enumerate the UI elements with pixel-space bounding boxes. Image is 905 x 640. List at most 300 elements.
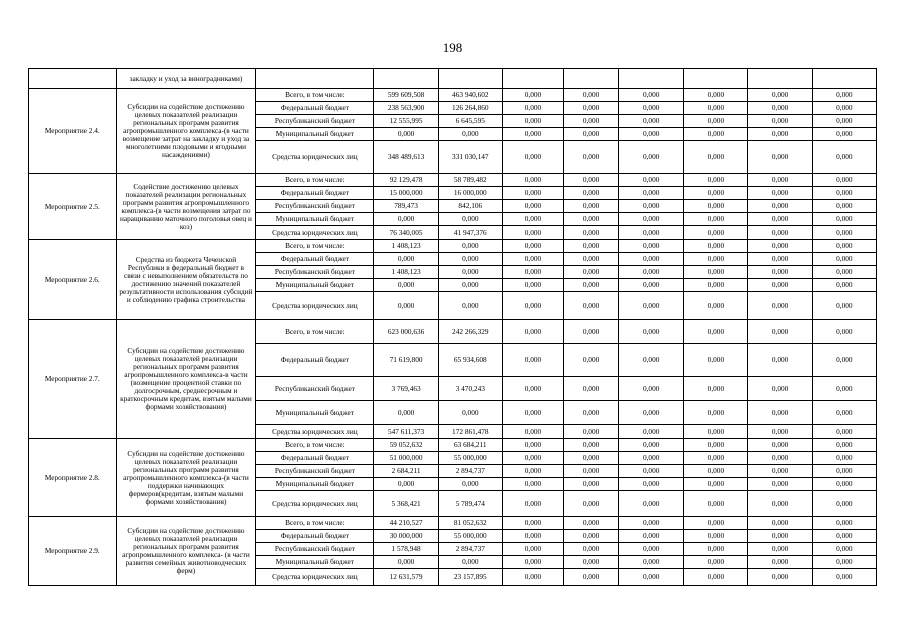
amount-cell: 0,000 <box>374 478 438 491</box>
amount-cell: 0,000 <box>502 478 563 491</box>
amount-cell: 0,000 <box>502 465 563 478</box>
amount-cell: 55 000,000 <box>438 530 502 543</box>
funding-source-cell: Всего, в том числе: <box>256 174 374 187</box>
amount-cell: 0,000 <box>619 517 684 530</box>
amount-cell: 0,000 <box>748 452 812 465</box>
amount-cell: 0,000 <box>812 344 876 377</box>
amount-cell: 65 934,608 <box>438 344 502 377</box>
amount-cell: 0,000 <box>812 200 876 213</box>
amount-cell: 0,000 <box>564 465 619 478</box>
amount-cell: 0,000 <box>502 569 563 586</box>
amount-cell: 0,000 <box>684 128 748 141</box>
funding-source-cell: Федеральный бюджет <box>256 452 374 465</box>
amount-cell: 0,000 <box>502 89 563 102</box>
amount-cell: 0,000 <box>684 425 748 439</box>
amount-cell: 0,000 <box>748 279 812 292</box>
amount-cell: 0,000 <box>619 543 684 556</box>
amount-cell: 0,000 <box>502 174 563 187</box>
amount-cell: 0,000 <box>684 465 748 478</box>
amount-cell: 0,000 <box>812 128 876 141</box>
amount-cell: 0,000 <box>684 320 748 344</box>
funding-source-cell: Всего, в том числе: <box>256 439 374 452</box>
amount-cell: 0,000 <box>564 266 619 279</box>
amount-cell: 0,000 <box>502 452 563 465</box>
amount-cell: 0,000 <box>502 320 563 344</box>
table-row <box>29 320 877 344</box>
amount-cell: 0,000 <box>748 200 812 213</box>
amount-cell: 0,000 <box>619 115 684 128</box>
amount-cell: 1 578,948 <box>374 543 438 556</box>
amount-cell: 0,000 <box>564 543 619 556</box>
amount-cell: 0,000 <box>619 292 684 320</box>
funding-source-cell: Всего, в том числе: <box>256 240 374 253</box>
funding-source-cell: Всего, в том числе: <box>256 320 374 344</box>
amount-cell: 1 408,123 <box>374 266 438 279</box>
empty-cell <box>619 69 684 89</box>
funding-source-cell: Средства юридических лиц <box>256 491 374 517</box>
amount-cell: 0,000 <box>748 439 812 452</box>
amount-cell: 0,000 <box>374 292 438 320</box>
amount-cell: 0,000 <box>619 556 684 569</box>
amount-cell: 0,000 <box>564 240 619 253</box>
amount-cell: 0,000 <box>619 344 684 377</box>
amount-cell: 0,000 <box>438 213 502 226</box>
amount-cell: 0,000 <box>812 292 876 320</box>
amount-cell: 0,000 <box>564 401 619 425</box>
amount-cell: 3 769,463 <box>374 377 438 401</box>
amount-cell: 81 052,632 <box>438 517 502 530</box>
amount-cell: 0,000 <box>812 174 876 187</box>
table-row <box>29 439 877 452</box>
amount-cell: 0,000 <box>502 253 563 266</box>
amount-cell: 0,000 <box>502 491 563 517</box>
amount-cell: 0,000 <box>564 452 619 465</box>
amount-cell: 0,000 <box>619 266 684 279</box>
amount-cell: 0,000 <box>564 102 619 115</box>
amount-cell: 0,000 <box>502 292 563 320</box>
amount-cell: 0,000 <box>619 530 684 543</box>
amount-cell: 0,000 <box>812 491 876 517</box>
amount-cell: 0,000 <box>684 401 748 425</box>
amount-cell: 92 129,478 <box>374 174 438 187</box>
table-row <box>29 174 877 187</box>
amount-cell: 0,000 <box>374 279 438 292</box>
amount-cell: 0,000 <box>564 517 619 530</box>
amount-cell: 0,000 <box>502 344 563 377</box>
funding-source-cell: Средства юридических лиц <box>256 292 374 320</box>
amount-cell: 0,000 <box>812 401 876 425</box>
amount-cell: 3 470,243 <box>438 377 502 401</box>
description-cell: Субсидии на содействие достижению целевых показателей реализации региональных программ развития агропромышленного комплекса-(в части возмещение затрат на закладку и уход за многолетними плодовыми и ягодными насаждениями) <box>116 89 256 174</box>
amount-cell: 0,000 <box>502 266 563 279</box>
amount-cell: 0,000 <box>812 213 876 226</box>
amount-cell: 0,000 <box>374 401 438 425</box>
funding-source-cell: Средства юридических лиц <box>256 425 374 439</box>
funding-source-cell: Всего, в том числе: <box>256 89 374 102</box>
amount-cell: 0,000 <box>684 452 748 465</box>
amount-cell: 238 563,900 <box>374 102 438 115</box>
measure-cell: Мероприятие 2.4. <box>29 89 117 174</box>
amount-cell: 0,000 <box>812 266 876 279</box>
amount-cell: 0,000 <box>684 517 748 530</box>
amount-cell: 0,000 <box>564 425 619 439</box>
amount-cell: 0,000 <box>619 89 684 102</box>
amount-cell: 0,000 <box>564 279 619 292</box>
amount-cell: 0,000 <box>374 556 438 569</box>
amount-cell: 0,000 <box>812 253 876 266</box>
amount-cell: 0,000 <box>748 213 812 226</box>
amount-cell: 0,000 <box>619 401 684 425</box>
funding-source-cell: Федеральный бюджет <box>256 102 374 115</box>
amount-cell: 0,000 <box>748 478 812 491</box>
amount-cell: 0,000 <box>748 344 812 377</box>
funding-source-cell: Республиканский бюджет <box>256 465 374 478</box>
amount-cell: 0,000 <box>812 425 876 439</box>
amount-cell: 0,000 <box>619 425 684 439</box>
amount-cell: 30 000,000 <box>374 530 438 543</box>
amount-cell: 0,000 <box>502 517 563 530</box>
amount-cell: 0,000 <box>619 102 684 115</box>
funding-source-cell: Республиканский бюджет <box>256 266 374 279</box>
amount-cell: 0,000 <box>684 213 748 226</box>
amount-cell: 0,000 <box>812 240 876 253</box>
amount-cell: 0,000 <box>748 377 812 401</box>
amount-cell: 6 645,595 <box>438 115 502 128</box>
amount-cell: 0,000 <box>684 344 748 377</box>
funding-source-cell: Федеральный бюджет <box>256 187 374 200</box>
amount-cell: 0,000 <box>684 556 748 569</box>
amount-cell: 0,000 <box>619 569 684 586</box>
amount-cell: 0,000 <box>564 226 619 240</box>
amount-cell: 1 408,123 <box>374 240 438 253</box>
amount-cell: 0,000 <box>564 439 619 452</box>
amount-cell: 71 619,800 <box>374 344 438 377</box>
empty-cell <box>438 69 502 89</box>
amount-cell: 0,000 <box>564 89 619 102</box>
empty-cell <box>748 69 812 89</box>
funding-source-cell: Муниципальный бюджет <box>256 279 374 292</box>
funding-source-cell: Республиканский бюджет <box>256 115 374 128</box>
amount-cell: 2 894,737 <box>438 543 502 556</box>
amount-cell: 0,000 <box>748 253 812 266</box>
funding-source-cell: Федеральный бюджет <box>256 530 374 543</box>
amount-cell: 0,000 <box>619 491 684 517</box>
amount-cell: 0,000 <box>812 320 876 344</box>
amount-cell: 0,000 <box>619 213 684 226</box>
amount-cell: 0,000 <box>502 279 563 292</box>
amount-cell: 0,000 <box>812 543 876 556</box>
amount-cell: 0,000 <box>564 320 619 344</box>
amount-cell: 789,473 <box>374 200 438 213</box>
amount-cell: 51 000,000 <box>374 452 438 465</box>
amount-cell: 0,000 <box>684 266 748 279</box>
table-row <box>29 240 877 253</box>
empty-cell <box>502 69 563 89</box>
amount-cell: 0,000 <box>502 115 563 128</box>
amount-cell: 0,000 <box>748 556 812 569</box>
table-row <box>29 517 877 530</box>
amount-cell: 0,000 <box>748 115 812 128</box>
measure-cell <box>29 69 117 89</box>
amount-cell: 0,000 <box>564 115 619 128</box>
description-cell: Субсидии на содействие достижению целевых показателей реализации региональных программ развития агропромышленного комплекса-(в части поддержки начинающих фермеров(кредитам, взятым малыми формами хозяйствования) <box>116 439 256 517</box>
amount-cell: 0,000 <box>619 452 684 465</box>
amount-cell: 0,000 <box>684 543 748 556</box>
amount-cell: 0,000 <box>684 491 748 517</box>
budget-table-body <box>29 69 877 586</box>
amount-cell: 0,000 <box>619 377 684 401</box>
amount-cell: 0,000 <box>564 200 619 213</box>
amount-cell: 55 000,000 <box>438 452 502 465</box>
amount-cell: 0,000 <box>502 141 563 174</box>
amount-cell: 0,000 <box>619 279 684 292</box>
amount-cell: 0,000 <box>812 115 876 128</box>
amount-cell: 5 368,421 <box>374 491 438 517</box>
measure-cell: Мероприятие 2.6. <box>29 240 117 320</box>
amount-cell: 0,000 <box>684 292 748 320</box>
amount-cell: 0,000 <box>812 89 876 102</box>
amount-cell: 0,000 <box>812 377 876 401</box>
amount-cell: 0,000 <box>502 226 563 240</box>
budget-table <box>28 68 877 586</box>
amount-cell: 0,000 <box>564 478 619 491</box>
empty-cell <box>256 69 374 89</box>
funding-source-cell: Федеральный бюджет <box>256 253 374 266</box>
empty-cell <box>812 69 876 89</box>
amount-cell: 0,000 <box>619 226 684 240</box>
amount-cell: 0,000 <box>748 102 812 115</box>
amount-cell: 0,000 <box>374 253 438 266</box>
amount-cell: 331 030,147 <box>438 141 502 174</box>
amount-cell: 0,000 <box>502 102 563 115</box>
funding-source-cell: Республиканский бюджет <box>256 543 374 556</box>
amount-cell: 2 894,737 <box>438 465 502 478</box>
amount-cell: 0,000 <box>502 240 563 253</box>
funding-source-cell: Муниципальный бюджет <box>256 128 374 141</box>
amount-cell: 0,000 <box>502 187 563 200</box>
amount-cell: 0,000 <box>748 543 812 556</box>
amount-cell: 0,000 <box>812 452 876 465</box>
amount-cell: 0,000 <box>684 174 748 187</box>
amount-cell: 599 609,508 <box>374 89 438 102</box>
amount-cell: 0,000 <box>684 102 748 115</box>
description-cell: Субсидии на содействие достижению целевых показателей реализации региональных программ развития агропромышленного комплекса-в части (возмещение процентной ставки по долгосрочным, среднесрочным и краткосрочным кредитам, взятым малыми формами хозяйствования) <box>116 320 256 439</box>
amount-cell: 0,000 <box>374 213 438 226</box>
amount-cell: 16 000,000 <box>438 187 502 200</box>
amount-cell: 0,000 <box>502 377 563 401</box>
table-row <box>29 89 877 102</box>
amount-cell: 0,000 <box>564 569 619 586</box>
amount-cell: 0,000 <box>812 279 876 292</box>
amount-cell: 0,000 <box>564 530 619 543</box>
amount-cell: 0,000 <box>748 401 812 425</box>
amount-cell: 0,000 <box>748 174 812 187</box>
amount-cell: 0,000 <box>812 141 876 174</box>
amount-cell: 0,000 <box>684 569 748 586</box>
amount-cell: 0,000 <box>748 569 812 586</box>
amount-cell: 0,000 <box>438 253 502 266</box>
funding-source-cell: Муниципальный бюджет <box>256 478 374 491</box>
funding-source-cell: Муниципальный бюджет <box>256 401 374 425</box>
amount-cell: 0,000 <box>619 187 684 200</box>
funding-source-cell: Республиканский бюджет <box>256 377 374 401</box>
amount-cell: 0,000 <box>684 226 748 240</box>
amount-cell: 0,000 <box>619 141 684 174</box>
amount-cell: 0,000 <box>619 240 684 253</box>
measure-cell: Мероприятие 2.9. <box>29 517 117 586</box>
empty-cell <box>374 69 438 89</box>
amount-cell: 0,000 <box>619 320 684 344</box>
amount-cell: 0,000 <box>812 187 876 200</box>
amount-cell: 0,000 <box>684 439 748 452</box>
amount-cell: 0,000 <box>619 465 684 478</box>
amount-cell: 15 000,000 <box>374 187 438 200</box>
amount-cell: 0,000 <box>684 279 748 292</box>
amount-cell: 0,000 <box>684 240 748 253</box>
amount-cell: 547 611,373 <box>374 425 438 439</box>
amount-cell: 126 264,860 <box>438 102 502 115</box>
funding-source-cell: Муниципальный бюджет <box>256 556 374 569</box>
amount-cell: 348 489,613 <box>374 141 438 174</box>
funding-source-cell: Республиканский бюджет <box>256 200 374 213</box>
amount-cell: 0,000 <box>619 478 684 491</box>
amount-cell: 0,000 <box>812 226 876 240</box>
amount-cell: 0,000 <box>748 226 812 240</box>
amount-cell: 0,000 <box>619 439 684 452</box>
amount-cell: 0,000 <box>748 530 812 543</box>
amount-cell: 0,000 <box>684 377 748 401</box>
amount-cell: 0,000 <box>564 556 619 569</box>
amount-cell: 0,000 <box>748 292 812 320</box>
amount-cell: 0,000 <box>502 200 563 213</box>
amount-cell: 0,000 <box>564 292 619 320</box>
amount-cell: 242 266,329 <box>438 320 502 344</box>
empty-cell <box>684 69 748 89</box>
amount-cell: 0,000 <box>502 556 563 569</box>
amount-cell: 0,000 <box>619 128 684 141</box>
amount-cell: 0,000 <box>812 465 876 478</box>
amount-cell: 0,000 <box>684 478 748 491</box>
amount-cell: 0,000 <box>438 478 502 491</box>
amount-cell: 0,000 <box>684 141 748 174</box>
amount-cell: 0,000 <box>564 128 619 141</box>
description-cell: Содействие достижению целевых показателей реализации региональных программ развития агропромышленного комплекса-(в части возмещения затрат по наращиванию маточного поголовья овец и коз) <box>116 174 256 240</box>
amount-cell: 0,000 <box>748 425 812 439</box>
amount-cell: 2 684,211 <box>374 465 438 478</box>
amount-cell: 0,000 <box>748 517 812 530</box>
amount-cell: 0,000 <box>812 439 876 452</box>
amount-cell: 0,000 <box>438 128 502 141</box>
amount-cell: 0,000 <box>812 517 876 530</box>
amount-cell: 58 789,482 <box>438 174 502 187</box>
amount-cell: 0,000 <box>684 115 748 128</box>
amount-cell: 0,000 <box>812 556 876 569</box>
amount-cell: 0,000 <box>812 530 876 543</box>
measure-cell: Мероприятие 2.7. <box>29 320 117 439</box>
amount-cell: 0,000 <box>748 465 812 478</box>
funding-source-cell: Средства юридических лиц <box>256 569 374 586</box>
amount-cell: 5 789,474 <box>438 491 502 517</box>
amount-cell: 0,000 <box>748 89 812 102</box>
amount-cell: 0,000 <box>438 556 502 569</box>
amount-cell: 0,000 <box>438 279 502 292</box>
funding-source-cell: Средства юридических лиц <box>256 226 374 240</box>
amount-cell: 12 631,579 <box>374 569 438 586</box>
amount-cell: 0,000 <box>684 253 748 266</box>
page-number: 198 <box>442 40 463 55</box>
amount-cell: 0,000 <box>502 401 563 425</box>
amount-cell: 63 684,211 <box>438 439 502 452</box>
amount-cell: 0,000 <box>564 213 619 226</box>
amount-cell: 0,000 <box>748 491 812 517</box>
amount-cell: 0,000 <box>502 213 563 226</box>
amount-cell: 842,106 <box>438 200 502 213</box>
amount-cell: 172 861,478 <box>438 425 502 439</box>
funding-source-cell: Всего, в том числе: <box>256 517 374 530</box>
amount-cell: 0,000 <box>748 187 812 200</box>
amount-cell: 59 052,632 <box>374 439 438 452</box>
amount-cell: 0,000 <box>374 128 438 141</box>
amount-cell: 0,000 <box>748 266 812 279</box>
amount-cell: 0,000 <box>619 253 684 266</box>
amount-cell: 0,000 <box>748 320 812 344</box>
amount-cell: 41 947,376 <box>438 226 502 240</box>
amount-cell: 0,000 <box>684 187 748 200</box>
amount-cell: 0,000 <box>564 253 619 266</box>
amount-cell: 0,000 <box>564 491 619 517</box>
empty-cell <box>564 69 619 89</box>
amount-cell: 0,000 <box>748 128 812 141</box>
amount-cell: 76 340,005 <box>374 226 438 240</box>
funding-source-cell: Муниципальный бюджет <box>256 213 374 226</box>
amount-cell: 463 940,602 <box>438 89 502 102</box>
amount-cell: 44 210,527 <box>374 517 438 530</box>
amount-cell: 0,000 <box>438 292 502 320</box>
amount-cell: 0,000 <box>564 377 619 401</box>
table-row-continuation <box>29 69 877 89</box>
amount-cell: 623 000,636 <box>374 320 438 344</box>
amount-cell: 0,000 <box>748 141 812 174</box>
amount-cell: 0,000 <box>502 543 563 556</box>
amount-cell: 0,000 <box>619 200 684 213</box>
amount-cell: 0,000 <box>684 200 748 213</box>
amount-cell: 0,000 <box>812 569 876 586</box>
funding-source-cell: Средства юридических лиц <box>256 141 374 174</box>
amount-cell: 0,000 <box>438 240 502 253</box>
measure-cell: Мероприятие 2.8. <box>29 439 117 517</box>
amount-cell: 0,000 <box>502 439 563 452</box>
amount-cell: 23 157,895 <box>438 569 502 586</box>
amount-cell: 0,000 <box>564 187 619 200</box>
amount-cell: 0,000 <box>502 530 563 543</box>
amount-cell: 0,000 <box>812 478 876 491</box>
description-cell: закладку и уход за виноградниками) <box>116 69 256 89</box>
amount-cell: 0,000 <box>684 530 748 543</box>
amount-cell: 0,000 <box>502 425 563 439</box>
amount-cell: 0,000 <box>684 89 748 102</box>
amount-cell: 0,000 <box>748 240 812 253</box>
amount-cell: 0,000 <box>502 128 563 141</box>
measure-cell: Мероприятие 2.5. <box>29 174 117 240</box>
amount-cell: 0,000 <box>564 174 619 187</box>
amount-cell: 0,000 <box>438 401 502 425</box>
amount-cell: 0,000 <box>812 102 876 115</box>
amount-cell: 0,000 <box>564 141 619 174</box>
amount-cell: 0,000 <box>438 266 502 279</box>
funding-source-cell: Федеральный бюджет <box>256 344 374 377</box>
description-cell: Субсидии на содействие достижению целевых показателей реализации региональных программ развития агропромышленного комплекса- (в части развития семейных животноводческих ферм) <box>116 517 256 586</box>
amount-cell: 0,000 <box>619 174 684 187</box>
